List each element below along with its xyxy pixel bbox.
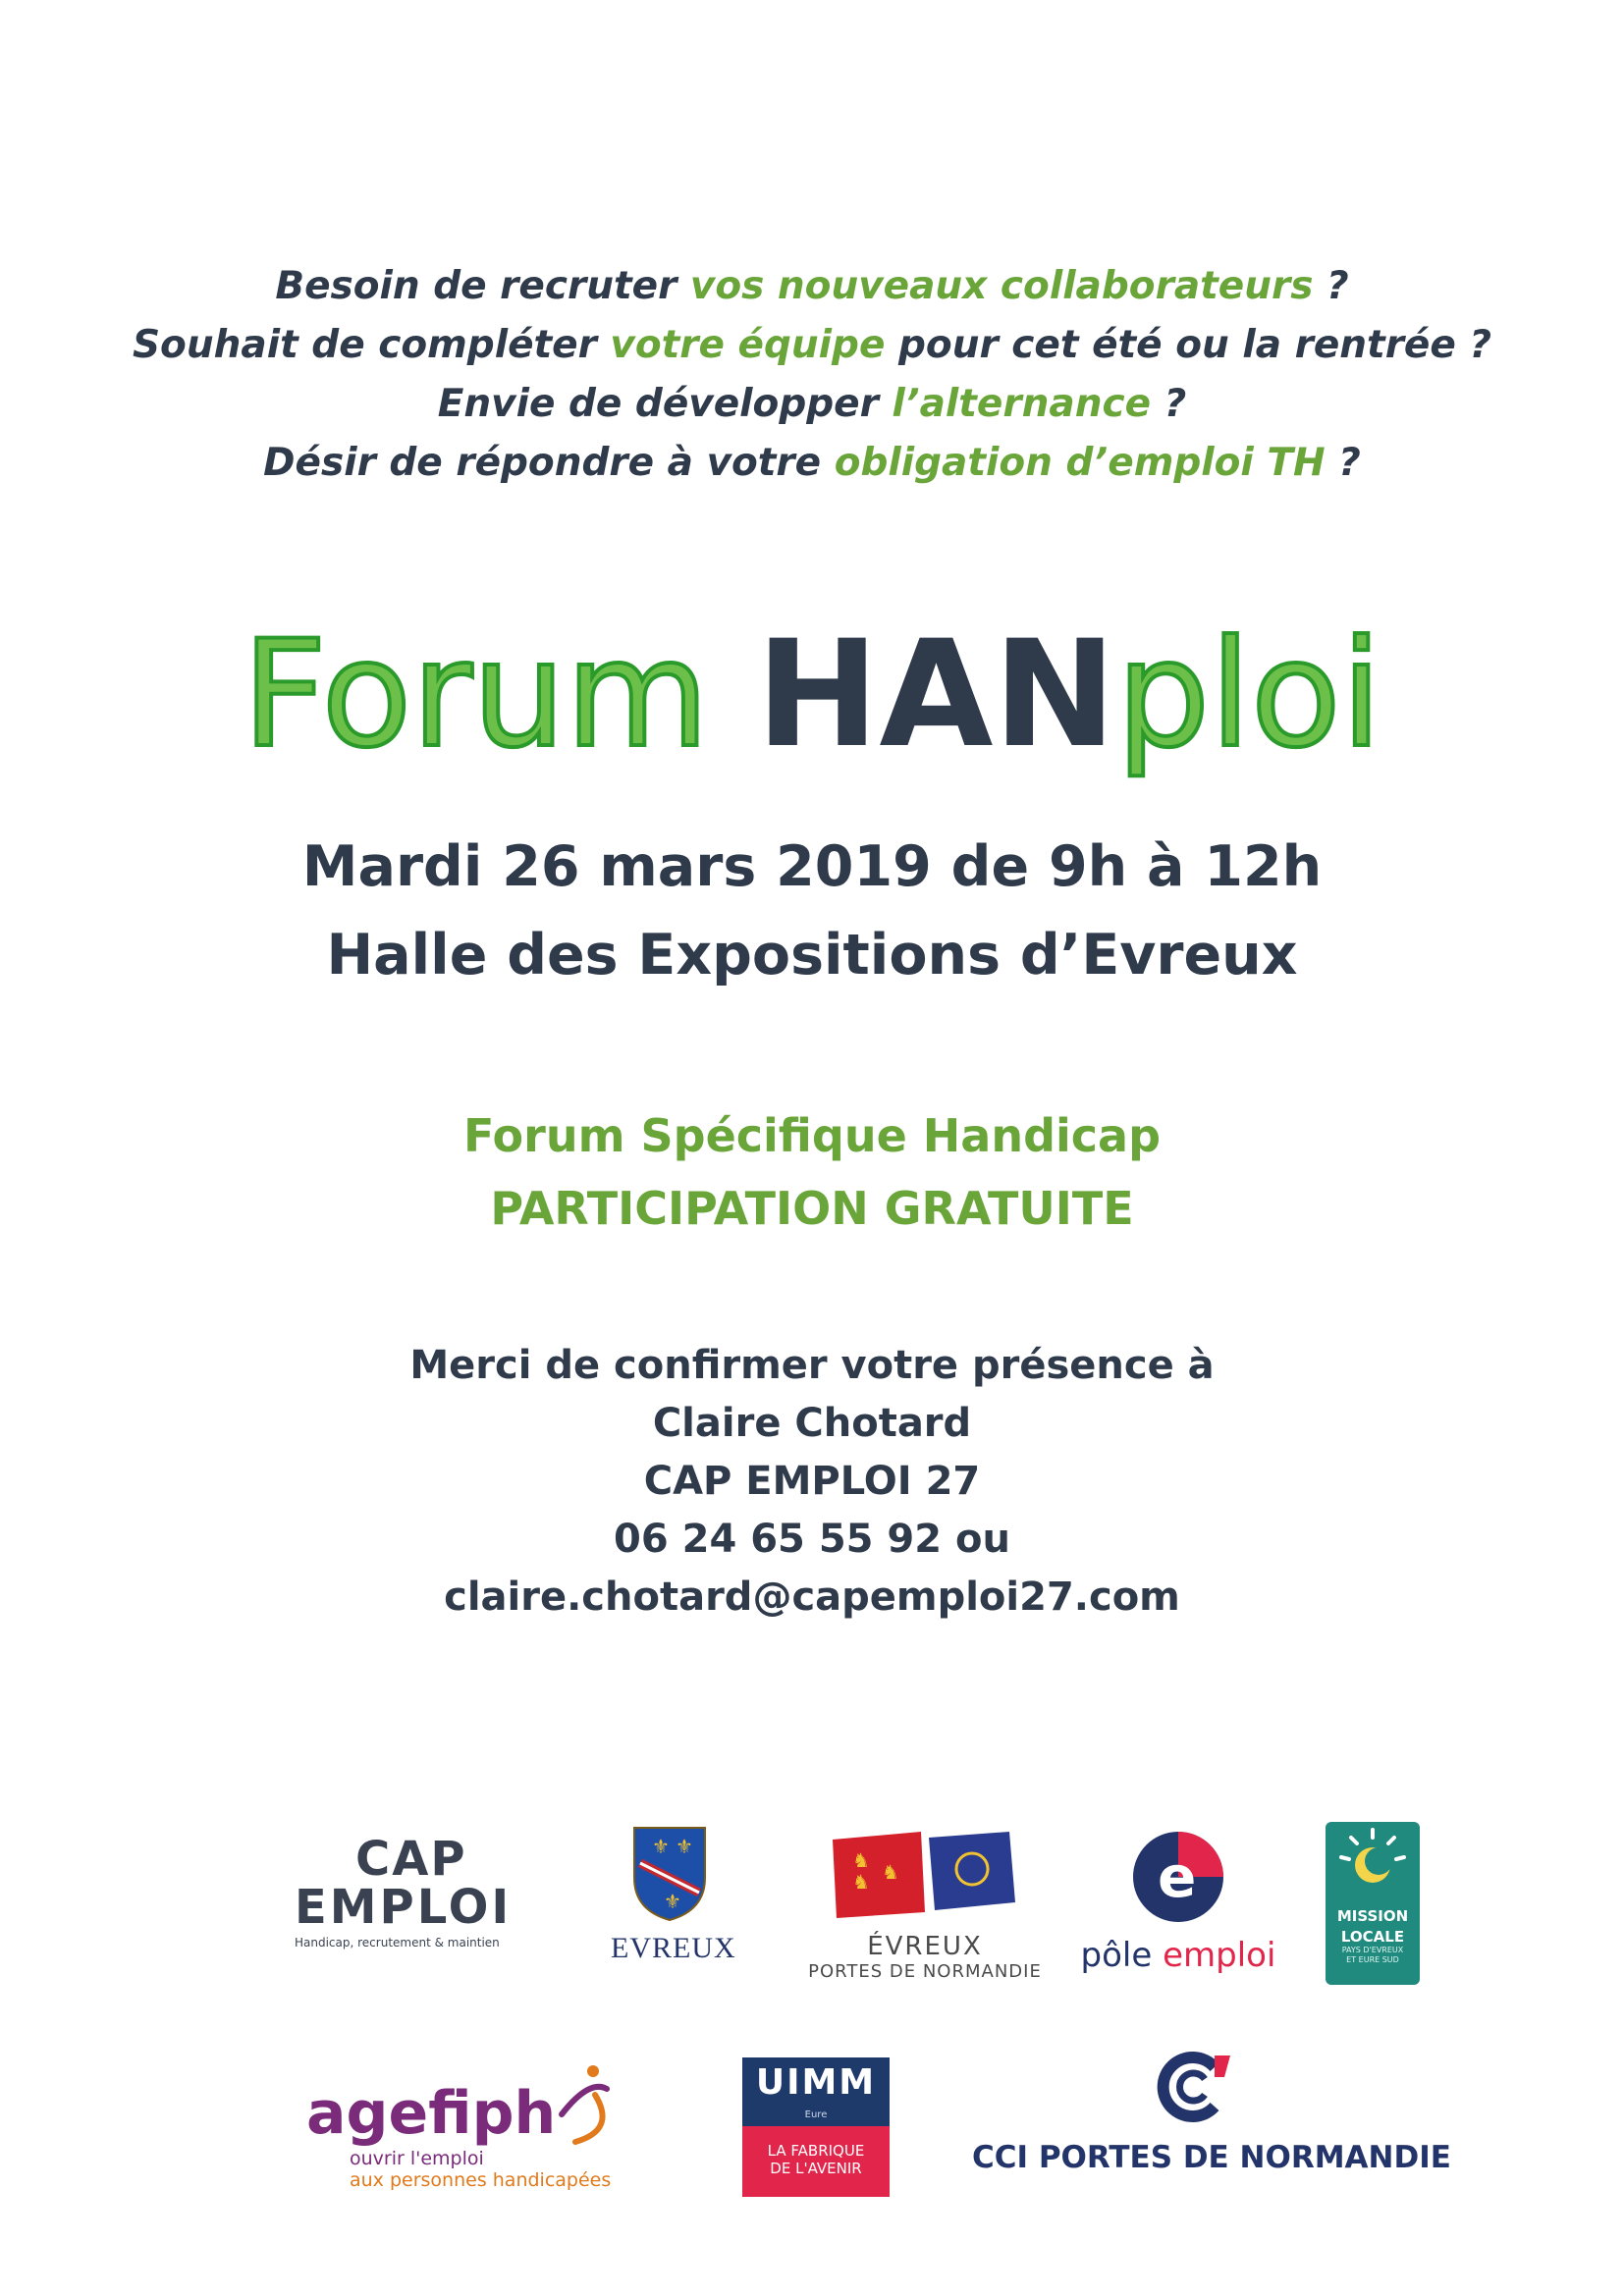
cci-emblem-icon — [1154, 2048, 1242, 2126]
page-title — [0, 607, 1624, 783]
forum-specific — [0, 1099, 1624, 1245]
svg-text:e: e — [1158, 1843, 1197, 1910]
event-location: Halle des Expositions d’Evreux — [326, 923, 1298, 988]
contact-intro: Merci de confirmer votre présence à — [409, 1343, 1215, 1388]
title-han: HAN — [755, 610, 1117, 780]
svg-text:⚜: ⚜ — [664, 1890, 681, 1913]
evreux-logo: ⚜ ⚜ ⚜ EVREUX — [611, 1824, 729, 1981]
mission-locale-sun-icon — [1333, 1822, 1412, 1900]
cap-emploi-logo: CAP EMPLOI Handicap, recrutement & maintien — [295, 1832, 513, 1949]
event-date: Mardi 26 mars 2019 de 9h à 12h — [301, 834, 1323, 899]
intro-questions — [0, 257, 1624, 493]
forum-type: Forum Spécifique Handicap — [462, 1109, 1162, 1162]
pole-emploi-logo: e pôle emploi — [1080, 1828, 1276, 1985]
free-participation: PARTICIPATION GRATUITE — [490, 1182, 1134, 1235]
svg-text:♞: ♞ — [852, 1848, 870, 1872]
contact-email: claire.chotard@capemploi27.com — [444, 1575, 1180, 1620]
svg-text:♞: ♞ — [882, 1860, 899, 1884]
intro-line-4: Désir de répondre à votre obligation d’emploi TH ? — [263, 441, 1361, 485]
intro-line-1: Besoin de recruter vos nouveaux collaborateurs ? — [275, 264, 1349, 308]
evreux-shield-icon — [630, 1824, 709, 1922]
svg-text:⚜: ⚜ — [652, 1835, 670, 1858]
contact-name: Claire Chotard — [652, 1401, 972, 1446]
event-details — [0, 823, 1624, 999]
contact-phone: 06 24 65 55 92 ou — [614, 1517, 1010, 1562]
title-forum: Forum — [242, 610, 756, 780]
agefiph-figure-icon — [556, 2059, 624, 2148]
pole-emploi-icon — [1124, 1828, 1232, 1926]
agefiph-logo: agefiph ouvrir l'emploi aux personnes handicapées — [306, 2059, 630, 2197]
mission-locale-logo: MISSION LOCALE PAYS D'EVREUX ET EURE SUD — [1326, 1822, 1420, 1985]
contact-block — [0, 1337, 1624, 1627]
svg-text:♞: ♞ — [852, 1870, 870, 1894]
intro-line-2: Souhait de compléter votre équipe pour cet été ou la rentrée ? — [132, 323, 1492, 367]
title-ploi: ploi — [1116, 610, 1382, 780]
contact-org: CAP EMPLOI 27 — [643, 1459, 981, 1504]
svg-text:⚜: ⚜ — [676, 1835, 693, 1858]
uimm-logo: UIMM Eure LA FABRIQUE DE L'AVENIR — [742, 2057, 890, 2197]
normandie-flag-icon — [827, 1828, 1023, 1922]
intro-line-3: Envie de développer l’alternance ? — [437, 382, 1187, 426]
cci-portes-normandie-logo: CCI PORTES DE NORMANDIE — [972, 2048, 1424, 2195]
evreux-portes-normandie-logo: ♞ ♞ ♞ ÉVREUX PORTES DE NORMANDIE — [797, 1828, 1053, 1985]
